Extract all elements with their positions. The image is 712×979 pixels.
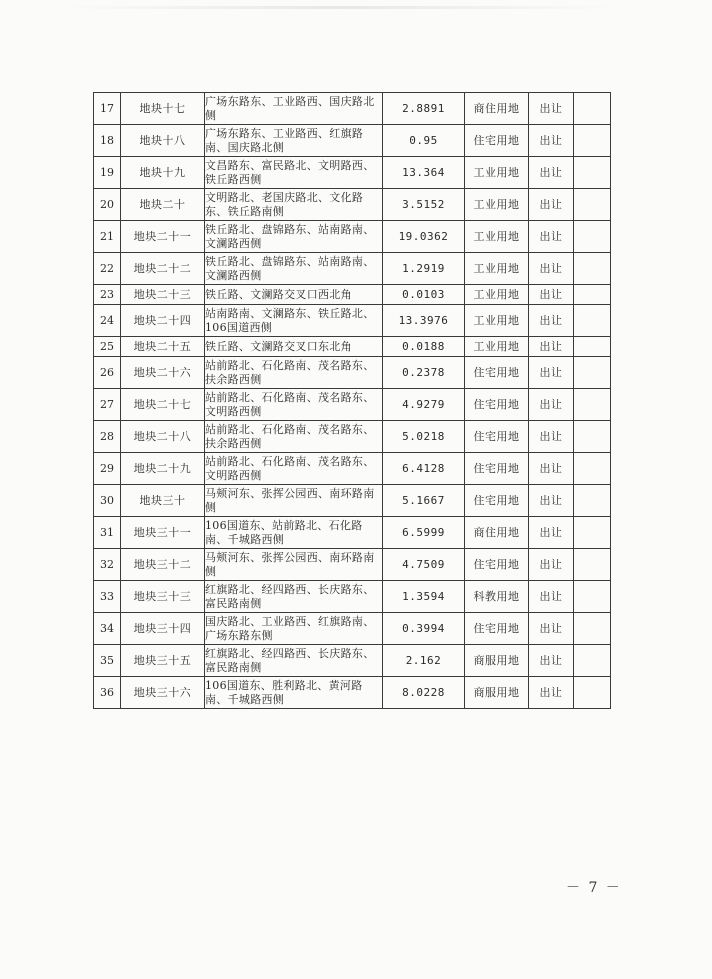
parcel-location: 广场东路东、工业路西、国庆路北侧 <box>205 93 383 125</box>
table-row <box>94 189 611 221</box>
supply-mode: 出让 <box>529 613 574 645</box>
row-number: 17 <box>94 93 121 125</box>
parcel-location: 站前路北、石化路南、茂名路东、文明路西侧 <box>205 389 383 421</box>
table-row <box>94 421 611 453</box>
supply-mode: 出让 <box>529 389 574 421</box>
row-number: 20 <box>94 189 121 221</box>
table-row <box>94 125 611 157</box>
supply-mode: 出让 <box>529 485 574 517</box>
remarks-cell <box>574 93 611 125</box>
parcel-area: 1.2919 <box>383 253 465 285</box>
row-number: 27 <box>94 389 121 421</box>
land-use: 科教用地 <box>465 581 529 613</box>
row-number: 36 <box>94 677 121 709</box>
parcel-area: 8.0228 <box>383 677 465 709</box>
remarks-cell <box>574 389 611 421</box>
parcel-area: 4.9279 <box>383 389 465 421</box>
land-use: 住宅用地 <box>465 421 529 453</box>
land-use: 住宅用地 <box>465 125 529 157</box>
remarks-cell <box>574 125 611 157</box>
remarks-cell <box>574 337 611 357</box>
land-use: 工业用地 <box>465 305 529 337</box>
parcel-location: 铁丘路、文澜路交叉口东北角 <box>205 337 383 357</box>
table-row <box>94 253 611 285</box>
parcel-name: 地块十八 <box>121 125 205 157</box>
parcel-name: 地块二十九 <box>121 453 205 485</box>
parcel-location: 马颊河东、张挥公园西、南环路南侧 <box>205 485 383 517</box>
parcel-name: 地块二十二 <box>121 253 205 285</box>
parcel-location: 站前路北、石化路南、茂名路东、扶余路西侧 <box>205 357 383 389</box>
row-number: 28 <box>94 421 121 453</box>
table-row <box>94 93 611 125</box>
supply-mode: 出让 <box>529 421 574 453</box>
remarks-cell <box>574 485 611 517</box>
parcel-area: 5.1667 <box>383 485 465 517</box>
land-use: 工业用地 <box>465 221 529 253</box>
row-number: 32 <box>94 549 121 581</box>
parcel-area: 13.3976 <box>383 305 465 337</box>
table-row <box>94 285 611 305</box>
parcel-name: 地块十七 <box>121 93 205 125</box>
land-use: 住宅用地 <box>465 485 529 517</box>
parcel-area: 4.7509 <box>383 549 465 581</box>
row-number: 31 <box>94 517 121 549</box>
supply-mode: 出让 <box>529 337 574 357</box>
parcel-location: 文明路北、老国庆路北、文化路东、铁丘路南侧 <box>205 189 383 221</box>
remarks-cell <box>574 157 611 189</box>
remarks-cell <box>574 253 611 285</box>
land-use: 住宅用地 <box>465 453 529 485</box>
supply-mode: 出让 <box>529 581 574 613</box>
row-number: 35 <box>94 645 121 677</box>
supply-mode: 出让 <box>529 517 574 549</box>
parcel-name: 地块三十一 <box>121 517 205 549</box>
parcel-location: 红旗路北、经四路西、长庆路东、富民路南侧 <box>205 581 383 613</box>
parcel-name: 地块二十一 <box>121 221 205 253</box>
remarks-cell <box>574 421 611 453</box>
parcel-location: 铁丘路北、盘锦路东、站南路南、文澜路西侧 <box>205 253 383 285</box>
row-number: 29 <box>94 453 121 485</box>
land-parcel-table <box>93 92 611 709</box>
parcel-location: 铁丘路北、盘锦路东、站南路南、文澜路西侧 <box>205 221 383 253</box>
row-number: 24 <box>94 305 121 337</box>
supply-mode: 出让 <box>529 125 574 157</box>
table-row <box>94 157 611 189</box>
row-number: 21 <box>94 221 121 253</box>
parcel-area: 6.4128 <box>383 453 465 485</box>
supply-mode: 出让 <box>529 677 574 709</box>
parcel-name: 地块三十三 <box>121 581 205 613</box>
parcel-location: 站南路南、文澜路东、铁丘路北、106国道西侧 <box>205 305 383 337</box>
parcel-location: 站前路北、石化路南、茂名路东、文明路西侧 <box>205 453 383 485</box>
land-use: 工业用地 <box>465 337 529 357</box>
parcel-area: 0.0188 <box>383 337 465 357</box>
table-row <box>94 517 611 549</box>
parcel-area: 1.3594 <box>383 581 465 613</box>
parcel-area: 13.364 <box>383 157 465 189</box>
supply-mode: 出让 <box>529 221 574 253</box>
supply-mode: 出让 <box>529 157 574 189</box>
remarks-cell <box>574 305 611 337</box>
land-use: 商服用地 <box>465 677 529 709</box>
land-use: 工业用地 <box>465 253 529 285</box>
table-row <box>94 677 611 709</box>
parcel-location: 106国道东、胜利路北、黄河路南、千城路西侧 <box>205 677 383 709</box>
parcel-name: 地块十九 <box>121 157 205 189</box>
supply-mode: 出让 <box>529 253 574 285</box>
supply-mode: 出让 <box>529 285 574 305</box>
remarks-cell <box>574 189 611 221</box>
land-use: 住宅用地 <box>465 357 529 389</box>
table-row <box>94 613 611 645</box>
land-use: 住宅用地 <box>465 389 529 421</box>
row-number: 25 <box>94 337 121 357</box>
table-row <box>94 221 611 253</box>
parcel-location: 106国道东、站前路北、石化路南、千城路西侧 <box>205 517 383 549</box>
land-use: 工业用地 <box>465 189 529 221</box>
land-use: 工业用地 <box>465 157 529 189</box>
table-row <box>94 305 611 337</box>
table-row <box>94 337 611 357</box>
parcel-name: 地块二十七 <box>121 389 205 421</box>
remarks-cell <box>574 549 611 581</box>
parcel-area: 2.162 <box>383 645 465 677</box>
supply-mode: 出让 <box>529 549 574 581</box>
parcel-area: 2.8891 <box>383 93 465 125</box>
parcel-name: 地块三十二 <box>121 549 205 581</box>
table-row <box>94 645 611 677</box>
remarks-cell <box>574 613 611 645</box>
parcel-name: 地块三十六 <box>121 677 205 709</box>
parcel-area: 0.3994 <box>383 613 465 645</box>
remarks-cell <box>574 645 611 677</box>
row-number: 23 <box>94 285 121 305</box>
remarks-cell <box>574 581 611 613</box>
row-number: 26 <box>94 357 121 389</box>
parcel-area: 0.0103 <box>383 285 465 305</box>
parcel-name: 地块二十六 <box>121 357 205 389</box>
parcel-name: 地块三十 <box>121 485 205 517</box>
parcel-name: 地块三十四 <box>121 613 205 645</box>
parcel-area: 0.2378 <box>383 357 465 389</box>
supply-mode: 出让 <box>529 305 574 337</box>
parcel-name: 地块二十 <box>121 189 205 221</box>
row-number: 34 <box>94 613 121 645</box>
supply-mode: 出让 <box>529 357 574 389</box>
parcel-name: 地块二十八 <box>121 421 205 453</box>
remarks-cell <box>574 517 611 549</box>
remarks-cell <box>574 285 611 305</box>
parcel-area: 5.0218 <box>383 421 465 453</box>
land-use: 住宅用地 <box>465 613 529 645</box>
supply-mode: 出让 <box>529 189 574 221</box>
land-use: 商住用地 <box>465 93 529 125</box>
parcel-location: 广场东路东、工业路西、红旗路南、国庆路北侧 <box>205 125 383 157</box>
parcel-name: 地块二十四 <box>121 305 205 337</box>
supply-mode: 出让 <box>529 453 574 485</box>
supply-mode: 出让 <box>529 93 574 125</box>
table-row <box>94 357 611 389</box>
supply-mode: 出让 <box>529 645 574 677</box>
row-number: 22 <box>94 253 121 285</box>
parcel-area: 19.0362 <box>383 221 465 253</box>
land-use: 住宅用地 <box>465 549 529 581</box>
land-use: 商服用地 <box>465 645 529 677</box>
page-number: － 7 － <box>566 880 622 896</box>
parcel-area: 3.5152 <box>383 189 465 221</box>
remarks-cell <box>574 677 611 709</box>
table-row <box>94 453 611 485</box>
parcel-name: 地块二十三 <box>121 285 205 305</box>
scan-edge <box>60 6 620 9</box>
row-number: 18 <box>94 125 121 157</box>
table-row <box>94 485 611 517</box>
row-number: 19 <box>94 157 121 189</box>
parcel-location: 站前路北、石化路南、茂名路东、扶余路西侧 <box>205 421 383 453</box>
parcel-location: 铁丘路、文澜路交叉口西北角 <box>205 285 383 305</box>
land-use: 商住用地 <box>465 517 529 549</box>
table-row <box>94 581 611 613</box>
parcel-location: 马颊河东、张挥公园西、南环路南侧 <box>205 549 383 581</box>
remarks-cell <box>574 453 611 485</box>
parcel-location: 国庆路北、工业路西、红旗路南、广场东路东侧 <box>205 613 383 645</box>
row-number: 30 <box>94 485 121 517</box>
parcel-name: 地块三十五 <box>121 645 205 677</box>
parcel-area: 6.5999 <box>383 517 465 549</box>
parcel-name: 地块二十五 <box>121 337 205 357</box>
remarks-cell <box>574 357 611 389</box>
parcel-area: 0.95 <box>383 125 465 157</box>
land-use: 工业用地 <box>465 285 529 305</box>
row-number: 33 <box>94 581 121 613</box>
parcel-location: 红旗路北、经四路西、长庆路东、富民路南侧 <box>205 645 383 677</box>
remarks-cell <box>574 221 611 253</box>
table-row <box>94 549 611 581</box>
table-row <box>94 389 611 421</box>
parcel-location: 文昌路东、富民路北、文明路西、铁丘路西侧 <box>205 157 383 189</box>
